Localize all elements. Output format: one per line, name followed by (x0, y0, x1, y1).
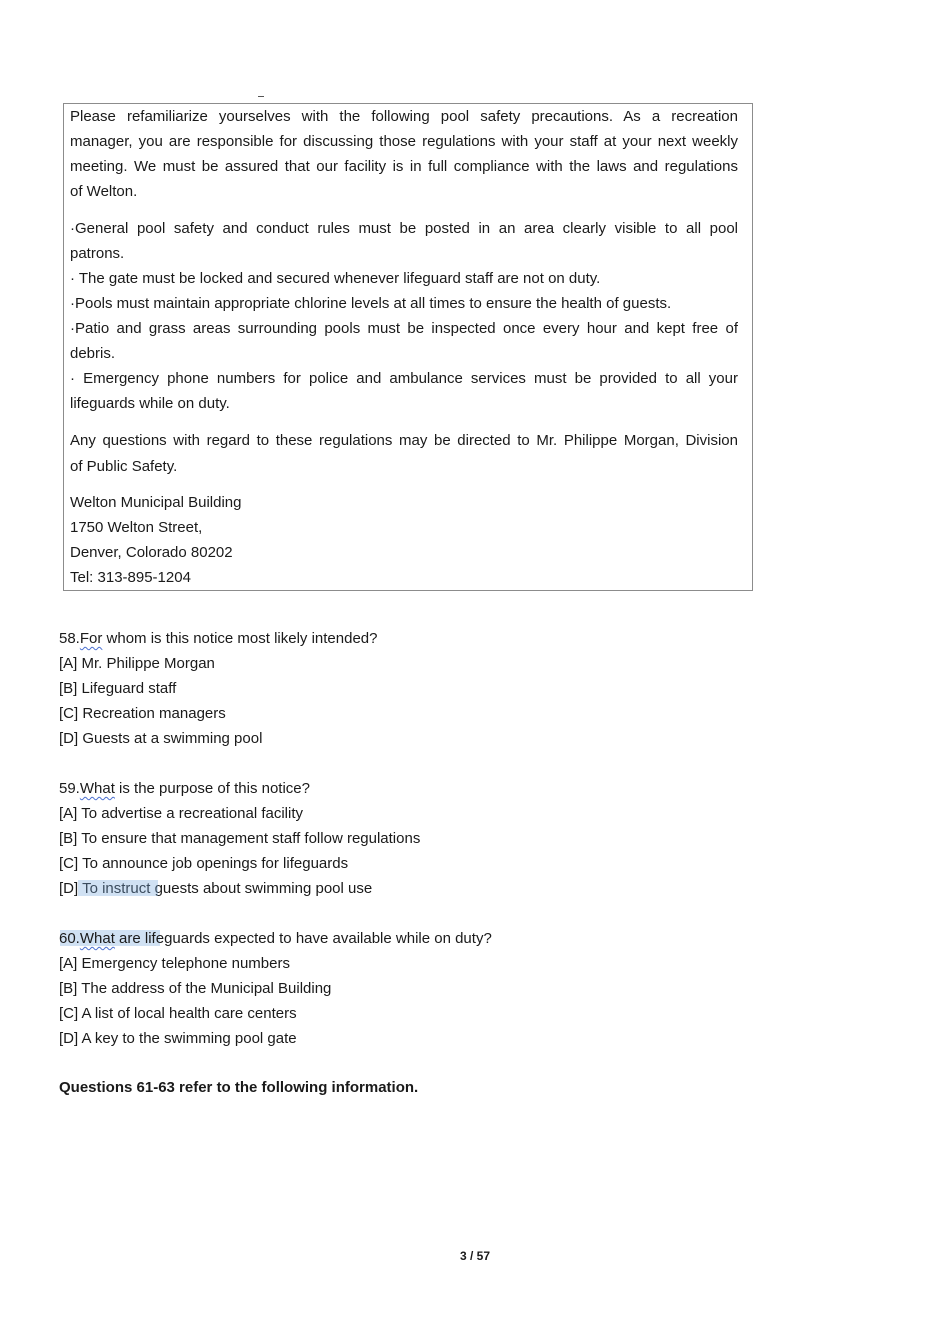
question-58-option-b: [B] Lifeguard staff (59, 680, 177, 697)
question-number: 58. (59, 630, 80, 647)
notice-intro-line: Please refamiliarize yourselves with the following pool safety precautions. As a recreation (70, 108, 738, 125)
question-60-option-b: [B] The address of the Municipal Building (59, 980, 332, 997)
question-59-option-d: [D] To instruct guests about swimming pool use (59, 880, 373, 897)
notice-rule-line: patrons. (70, 245, 125, 262)
notice-rule-line: ·Pools must maintain appropriate chlorine levels at all times to ensure the health of guests. (70, 295, 672, 312)
question-stem-rest: is the purpose of this notice? (114, 780, 310, 797)
notice-intro-line: of Welton. (70, 183, 138, 200)
question-stem-lead: What (79, 780, 115, 797)
notice-rule-line: debris. (70, 345, 116, 362)
address-line: Tel: 313-895-1204 (70, 569, 191, 586)
question-58-option-c: [C] Recreation managers (59, 705, 226, 722)
question-number: 59. (59, 780, 80, 797)
question-60-option-c: [C] A list of local health care centers (59, 1005, 297, 1022)
question-stem-lead: For (79, 630, 103, 647)
page-number: 3 / 57 (459, 1249, 491, 1263)
address-line: Denver, Colorado 80202 (70, 544, 233, 561)
notice-contact-line: Any questions with regard to these regulations may be directed to Mr. Philippe Morgan, Division (70, 432, 738, 449)
section-heading: Questions 61-63 refer to the following information. (59, 1079, 419, 1096)
question-59-option-b: [B] To ensure that management staff follow regulations (59, 830, 421, 847)
notice-box (63, 103, 753, 591)
question-60-option-d: [D] A key to the swimming pool gate (59, 1030, 297, 1047)
notice-contact-line: of Public Safety. (70, 458, 178, 475)
question-58-option-a: [A] Mr. Philippe Morgan (59, 655, 215, 672)
notice-rule-line: ·General pool safety and conduct rules must be posted in an area clearly visible to all pool (70, 220, 738, 237)
question-60-option-a: [A] Emergency telephone numbers (59, 955, 290, 972)
question-58-stem (59, 630, 378, 648)
question-59-option-c: [C] To announce job openings for lifeguards (59, 855, 349, 872)
question-stem-rest: whom is this notice most likely intended? (102, 630, 378, 647)
address-line: Welton Municipal Building (70, 494, 242, 511)
notice-rule-line: lifeguards while on duty. (70, 395, 230, 412)
notice-rule-line: ·Patio and grass areas surrounding pools must be inspected once every hour and kept free of (70, 320, 738, 337)
address-line: 1750 Welton Street, (70, 519, 203, 536)
notice-rule-line: · Emergency phone numbers for police and ambulance services must be provided to all your (70, 370, 738, 387)
notice-intro-line: manager, you are responsible for discussing those regulations with your staff at your next weekly (70, 133, 738, 150)
question-58-option-d: [D] Guests at a swimming pool (59, 730, 263, 747)
question-number: 60. (59, 930, 80, 947)
watermark-smudge (78, 880, 158, 896)
stray-mark (258, 96, 264, 97)
notice-rule-line: · The gate must be locked and secured whenever lifeguard staff are not on duty. (70, 270, 601, 287)
question-59-option-a: [A] To advertise a recreational facility (59, 805, 304, 822)
question-59-stem (59, 780, 310, 798)
question-60-stem (59, 930, 492, 948)
question-stem-rest: are lifeguards expected to have available while on duty? (114, 930, 492, 947)
question-stem-lead: What (79, 930, 115, 947)
notice-intro-line: meeting. We must be assured that our facility is in full compliance with the laws and regulations (70, 158, 738, 175)
